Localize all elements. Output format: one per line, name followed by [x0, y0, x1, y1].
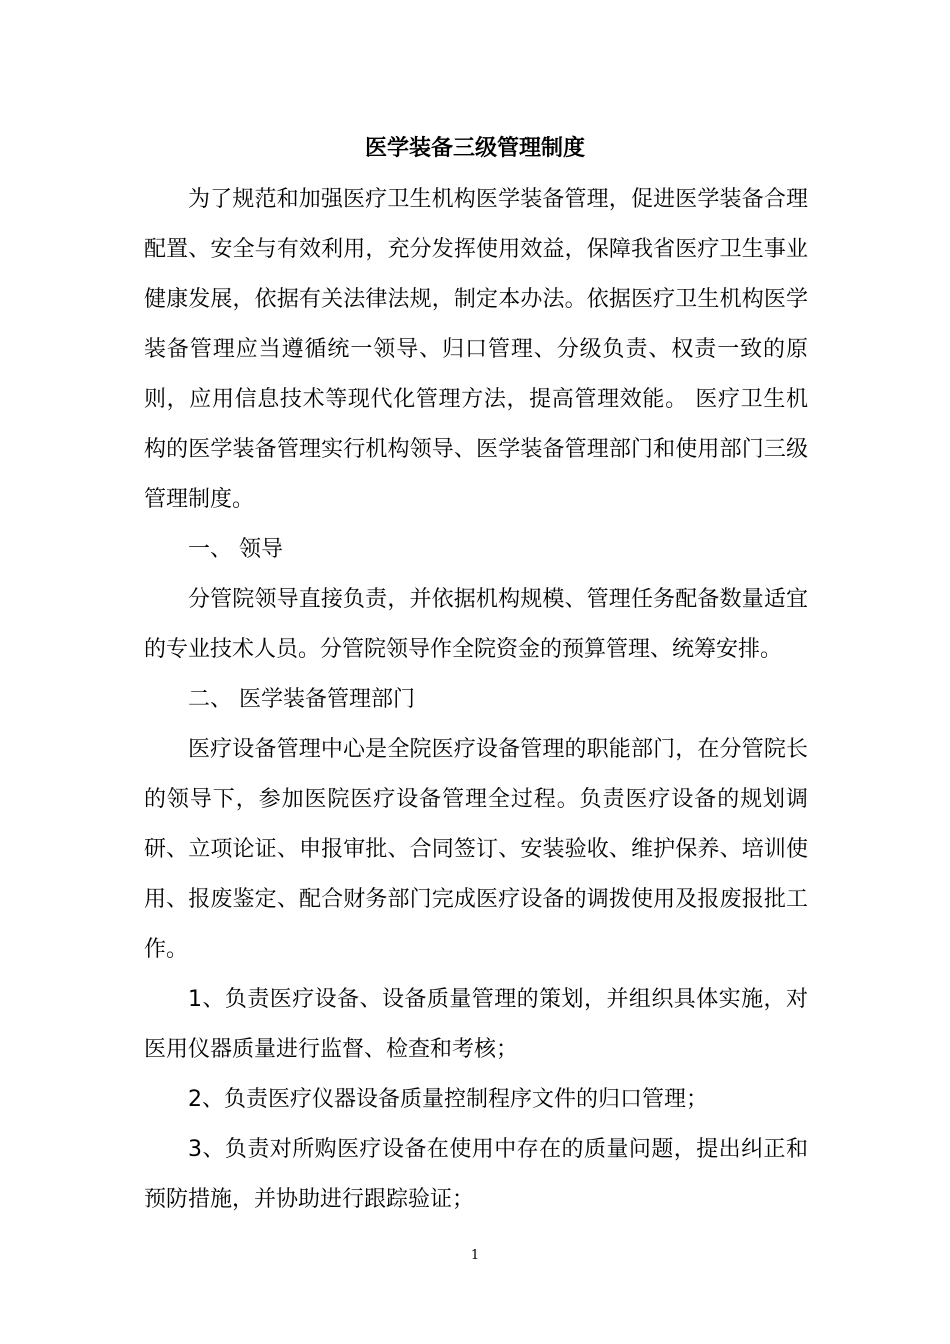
- section-heading-leadership: 一、 领导: [188, 537, 283, 562]
- intro-paragraph: 为了规范和加强医疗卫生机构医学装备管理，促进医学装备合理配置、安全与有效利用，充分发挥使用效益，保障我省医疗卫生事业健康发展，依据有关法律法规，制定本办法。依据医疗卫生机构医学装备管理应当遵循统一领导、归口管理、分级负责、权责一致的原则，应用信息技术等现代化管理方法，提高管理效能。 医疗卫生机构的医学装备管理实行机构领导、医学装备管理部门和使用部门三级管理制度。: [144, 187, 808, 512]
- document-body: [144, 175, 808, 1225]
- duty-item-2: 2、负责医疗仪器设备质量控制程序文件的归口管理；: [188, 1087, 708, 1112]
- page-number: 1: [470, 1248, 480, 1263]
- document-title: 医学装备三级管理制度: [364, 136, 585, 161]
- section-heading-equipment-department: 二、 医学装备管理部门: [188, 687, 415, 712]
- equipment-department-paragraph: 医疗设备管理中心是全院医疗设备管理的职能部门，在分管院长的领导下，参加医院医疗设备管理全过程。负责医疗设备的规划调研、立项论证、申报审批、合同签订、安装验收、维护保养、培训使用、报废鉴定、配合财务部门完成医疗设备的调拨使用及报废报批工作。: [144, 737, 808, 962]
- leadership-paragraph: 分管院领导直接负责，并依据机构规模、管理任务配备数量适宜的专业技术人员。分管院领导作全院资金的预算管理、统筹安排。: [144, 587, 808, 662]
- duty-item-3: 3、负责对所购医疗设备在使用中存在的质量问题，提出纠正和预防措施，并协助进行跟踪验证；: [144, 1137, 808, 1212]
- duty-item-1: 1、负责医疗设备、设备质量管理的策划，并组织具体实施，对医用仪器质量进行监督、检查和考核；: [144, 987, 808, 1062]
